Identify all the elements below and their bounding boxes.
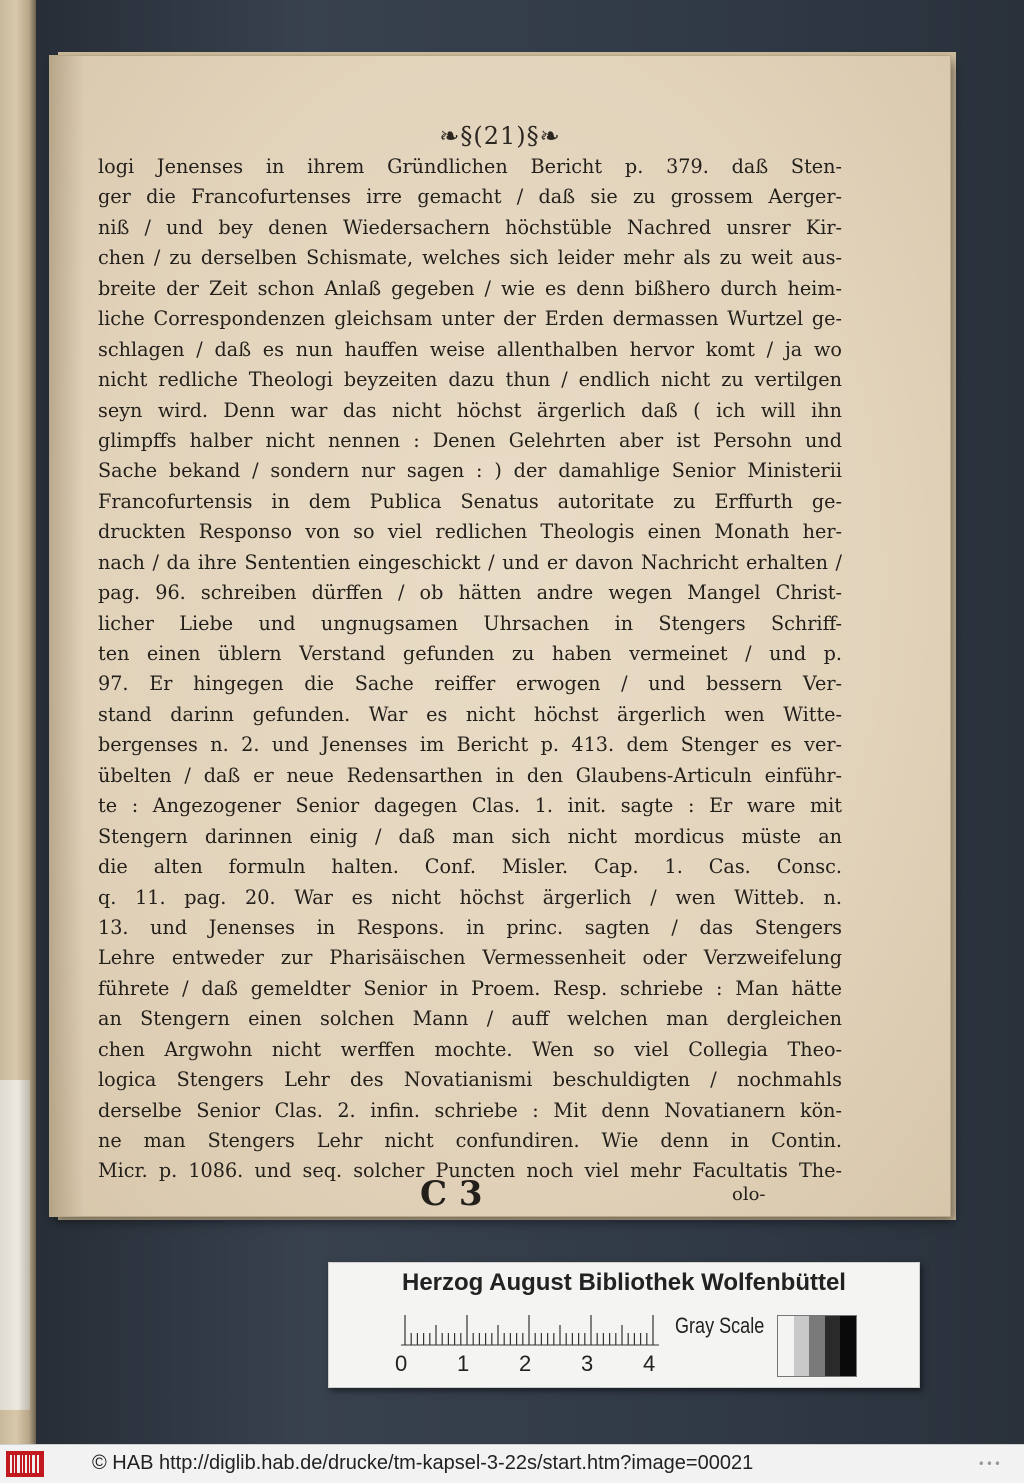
text-line: übelten / daß er neue Redensarthen in den Glaubens-Articuln einführ- [98, 763, 842, 787]
text-line: schlagen / daß es nun hauffen weise allenthalben hervor komt / ja wo [98, 337, 842, 361]
text-line: pag. 96. schreiben dürffen / ob hätten andre wegen Mangel Christ- [98, 581, 842, 605]
ruler-number: 0 [395, 1351, 408, 1376]
text-line: Micr. p. 1086. und seq. solcher Puncten noch viel mehr Facultatis The- [98, 1159, 842, 1183]
copyright-url: © HAB http://diglib.hab.de/drucke/tm-kapsel-3-22s/start.htm?image=00021 [92, 1452, 754, 1474]
text-line: druckten Responso von so viel redlichen Theologis einen Monath her- [98, 520, 842, 544]
gray-swatch [794, 1316, 810, 1376]
ruler-number: 1 [457, 1351, 470, 1376]
text-line: te : Angezogener Senior dagegen Clas. 1. init. sagte : Er ware mit [98, 794, 842, 818]
more-options-icon[interactable]: ••• [977, 1457, 1002, 1471]
signature-mark: C 3 [420, 1174, 483, 1214]
text-line: glimpffs halber nicht nennen : Denen Gelehrten aber ist Persohn und [98, 428, 842, 452]
gray-swatch [778, 1316, 794, 1376]
gray-scale-label: Gray Scale [675, 1313, 765, 1338]
gray-swatch [840, 1316, 856, 1376]
text-line: Sache bekand / sondern nur sagen : ) der damahlige Senior Ministerii [98, 459, 842, 483]
text-line: ten einen üblern Verstand gefunden zu haben vermeinet / und p. [98, 642, 842, 665]
facing-sheet [0, 1080, 30, 1410]
text-line: 13. und Jenenses in Respons. in princ. sagten / das Stengers [98, 915, 842, 939]
text-line: breite der Zeit schon Anlaß gegeben / wie es denn bißhero durch heim- [98, 276, 842, 300]
library-name: Herzog August Bibliothek Wolfenbüttel [402, 1269, 846, 1296]
text-line: 97. Er hingegen die Sache reiffer erwogen / und bessern Ver- [98, 672, 842, 696]
text-line: Francofurtensis in dem Publica Senatus autoritate zu Erffurth ge- [98, 489, 842, 513]
text-line: stand darinn gefunden. War es nicht höchst ärgerlich wen Witte- [98, 702, 842, 726]
gray-scale-swatches [777, 1315, 857, 1377]
text-line: an Stengern einen solchen Mann / auff welchen man dergleichen [98, 1007, 842, 1031]
hab-barcode-logo-icon [6, 1451, 44, 1477]
document-page [50, 56, 950, 1216]
library-scale-label [328, 1262, 920, 1388]
text-line: bergenses n. 2. und Jenenses im Bericht p. 413. dem Stenger es ver- [98, 733, 842, 757]
text-line: Stengern darinnen einig / daß man sich nicht mordicus müste an [98, 824, 842, 848]
footer-bar [0, 1444, 1024, 1483]
text-line: seyn wird. Denn war das nicht höchst ärgerlich daß ( ich will ihn [98, 398, 842, 422]
text-line: derselbe Senior Clas. 2. infin. schriebe : Mit denn Novatianern kön- [98, 1098, 842, 1122]
text-line: chen Argwohn nicht werffen mochte. Wen so viel Collegia Theo- [98, 1037, 842, 1061]
text-line: nicht redliche Theologi beyzeiten dazu thun / endlich nicht zu vertilgen [98, 368, 842, 392]
text-line: führete / daß gemeldter Senior in Proem. Resp. schriebe : Man hätte [98, 976, 842, 1000]
gray-swatch [825, 1316, 841, 1376]
text-line: ne man Stengers Lehr nicht confundiren. Wie denn in Contin. [98, 1129, 842, 1152]
text-line: ger die Francofurtenses irre gemacht / daß sie zu grossem Aerger- [98, 185, 842, 209]
ruler-number: 3 [581, 1351, 594, 1376]
body-text [98, 152, 842, 1187]
ruler-numbers [389, 1351, 669, 1377]
text-line: logi Jenenses in ihrem Gründlichen Bericht p. 379. daß Sten- [98, 155, 842, 178]
text-line: die alten formuln halten. Conf. Misler. Cap. 1. Cas. Consc. [98, 855, 842, 879]
ruler-icon [401, 1307, 659, 1347]
text-line: liche Correspondenzen gleichsam unter der Erden dermassen Wurtzel ge- [98, 307, 842, 331]
text-line: niß / und bey denen Wiedersachern höchstüble Nachred unsrer Kir- [98, 215, 842, 239]
ruler-number: 2 [519, 1351, 532, 1376]
catchword: olo- [732, 1184, 766, 1205]
text-line: q. 11. pag. 20. War es nicht höchst ärgerlich / wen Witteb. n. [98, 885, 842, 909]
text-line: nach / da ihre Sententien eingeschickt / und er davon Nachricht erhalten / [98, 550, 842, 574]
text-line: licher Liebe und ungnugsamen Uhrsachen in Stengers Schriff- [98, 611, 842, 635]
text-line: logica Stengers Lehr des Novatianismi beschuldigten / nochmahls [98, 1068, 842, 1092]
text-line: chen / zu derselben Schismate, welches sich leider mehr als zu weit aus- [98, 246, 842, 270]
page-gutter-shadow [50, 56, 84, 1216]
text-line: Lehre entweder zur Pharisäischen Vermessenheit oder Verzweifelung [98, 946, 842, 970]
ruler-number: 4 [643, 1351, 656, 1376]
page-number-header: ❧§(21)§❧ [439, 122, 561, 150]
gray-swatch [809, 1316, 825, 1376]
